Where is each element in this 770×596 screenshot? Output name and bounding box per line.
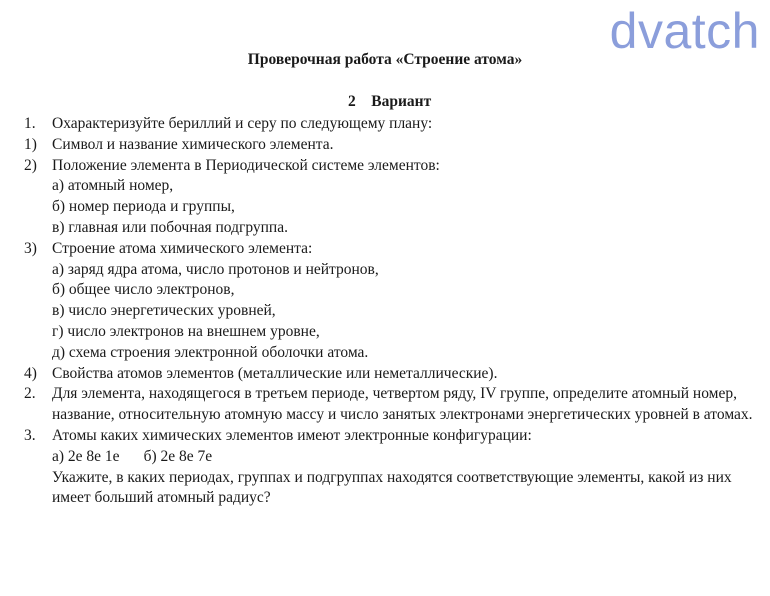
task-3-question — [24, 468, 764, 510]
plan-item-1 — [24, 135, 764, 156]
plan-item-text: Положение элемента в Периодической системе элементов: — [52, 156, 440, 174]
plan-item-text: Свойства атомов элементов (металлические или неметаллические). — [52, 364, 498, 382]
task-3-options — [24, 447, 764, 468]
plan-subitem: в) главная или побочная подгруппа. — [52, 218, 288, 236]
task-number: 2. — [24, 385, 36, 403]
task-number: 1. — [24, 115, 36, 132]
task-question-text: Укажите, в каких периодах, группах и подгруппах находятся соответствующие элементы, какой из них имеет больший атомный радиус? — [52, 468, 732, 507]
plan-item-3 — [24, 239, 764, 260]
watermark-logo: dvatch — [609, 3, 760, 59]
plan-subitem: а) заряд ядра атома, число протонов и нейтронов, — [52, 260, 379, 278]
document-body — [24, 114, 764, 509]
plan-subitem: б) номер периода и группы, — [52, 198, 235, 216]
plan-item-4 — [24, 364, 764, 385]
plan-item-number: 3) — [24, 239, 37, 257]
plan-item-number: 2) — [24, 156, 37, 174]
plan-item-text: Символ и название химического элемента. — [52, 135, 334, 153]
document-title: Проверочная работа «Строение атома» — [247, 51, 523, 68]
option-b: б) 2е 8е 7е — [143, 447, 213, 465]
task-number: 3. — [24, 426, 36, 444]
task-text: Атомы каких химических элементов имеют электронные конфигурации: — [52, 426, 532, 444]
plan-item-number: 4) — [24, 364, 37, 382]
plan-subitem: в) число энергетических уровней, — [52, 302, 276, 320]
task-text: Охарактеризуйте бериллий и серу по следующему плану: — [52, 115, 433, 132]
task-text: Для элемента, находящегося в третьем периоде, четвертом ряду, IV группе, определите атомный номер, название, относительную атомную массу и число занятых электронами энергетических уровней в атомах. — [52, 385, 753, 424]
variant-heading: 2 Вариант — [348, 93, 432, 110]
plan-subitem: б) общее число электронов, — [52, 281, 235, 299]
plan-subitem: а) атомный номер, — [52, 177, 174, 195]
option-a: а) 2е 8е 1е — [52, 447, 120, 465]
task-3 — [24, 426, 764, 447]
plan-item-2 — [24, 156, 764, 177]
plan-item-number: 1) — [24, 135, 37, 153]
plan-item-text: Строение атома химического элемента: — [52, 239, 313, 257]
task-1 — [24, 114, 764, 135]
plan-subitem: г) число электронов на внешнем уровне, — [52, 322, 320, 340]
task-2 — [24, 384, 764, 426]
plan-subitem: д) схема строения электронной оболочки атома. — [52, 343, 369, 361]
